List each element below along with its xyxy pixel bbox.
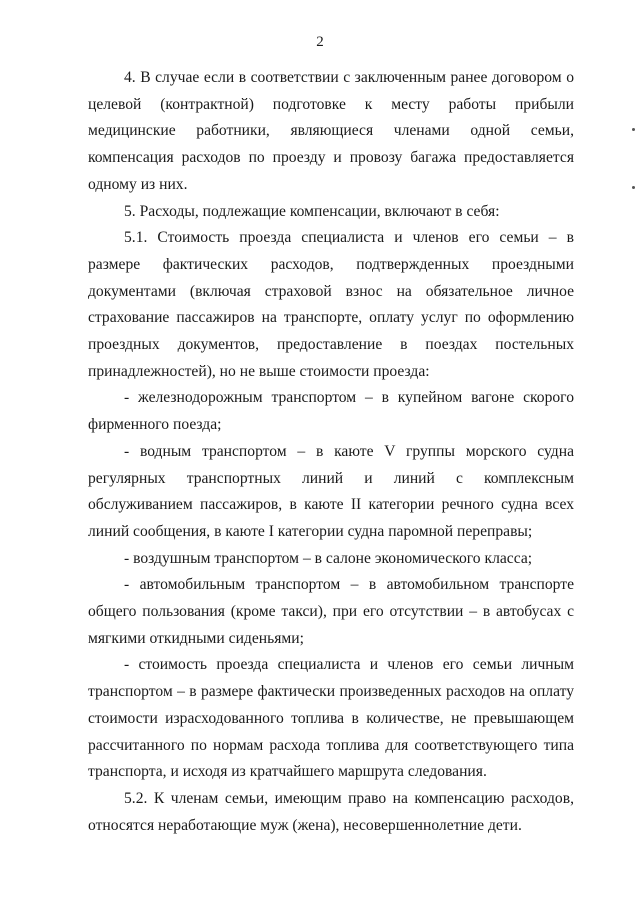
list-item-rail: - железнодорожным транспортом – в купейном вагоне скорого фирменного поезда; bbox=[88, 389, 574, 434]
scan-dot bbox=[632, 128, 635, 131]
list-item-personal: - стоимость проезда специалиста и членов его семьи личным транспортом – в размере фактически произведенных расходов на оплату стоимости израсходованного топлива в количестве, не превышающем рассчитанного по нормам расхода топлива для соответствующего типа транспорта, и исходя из кратчайшего маршрута следования. bbox=[88, 656, 574, 781]
list-item-water: - водным транспортом – в каюте V группы морского судна регулярных транспортных линий и линий с комплексным обслуживанием пассажиров, в каюте II категории речного судна всех линий сообщения, в каюте I категории судна паромной переправы; bbox=[88, 442, 574, 540]
paragraph-5-1: 5.1. Стоимость проезда специалиста и членов его семьи – в размере фактических расходов, подтвержденных проездными документами (включая страховой взнос на обязательное личное страхование пассажиров на транспорте, оплату услуг по оформлению проездных документов, предоставление в поездах постельных принадлежностей), но не выше стоимости проезда: bbox=[88, 229, 574, 380]
list-item-auto: - автомобильным транспортом – в автомобильном транспорте общего пользования (кроме такси), при его отсутствии – в автобусах с мягкими откидными сиденьями; bbox=[88, 576, 574, 647]
page-number: 2 bbox=[316, 34, 324, 50]
paragraph-5: 5. Расходы, подлежащие компенсации, включают в себя: bbox=[124, 202, 500, 220]
paragraph-5-2: 5.2. К членам семьи, имеющим право на компенсацию расходов, относятся неработающие муж (жена), несовершеннолетние дети. bbox=[88, 789, 574, 834]
paragraph-4: 4. В случае если в соответствии с заключенным ранее договором о целевой (контрактной) подготовке к месту работы прибыли медицинские работники, являющиеся членами одной семьи, компенсация расходов по проезду и провозу багажа предоставляется одному из них. bbox=[88, 69, 574, 193]
document-body bbox=[88, 65, 574, 839]
scan-dot bbox=[632, 186, 635, 189]
list-item-air: - воздушным транспортом – в салоне экономического класса; bbox=[124, 549, 533, 567]
